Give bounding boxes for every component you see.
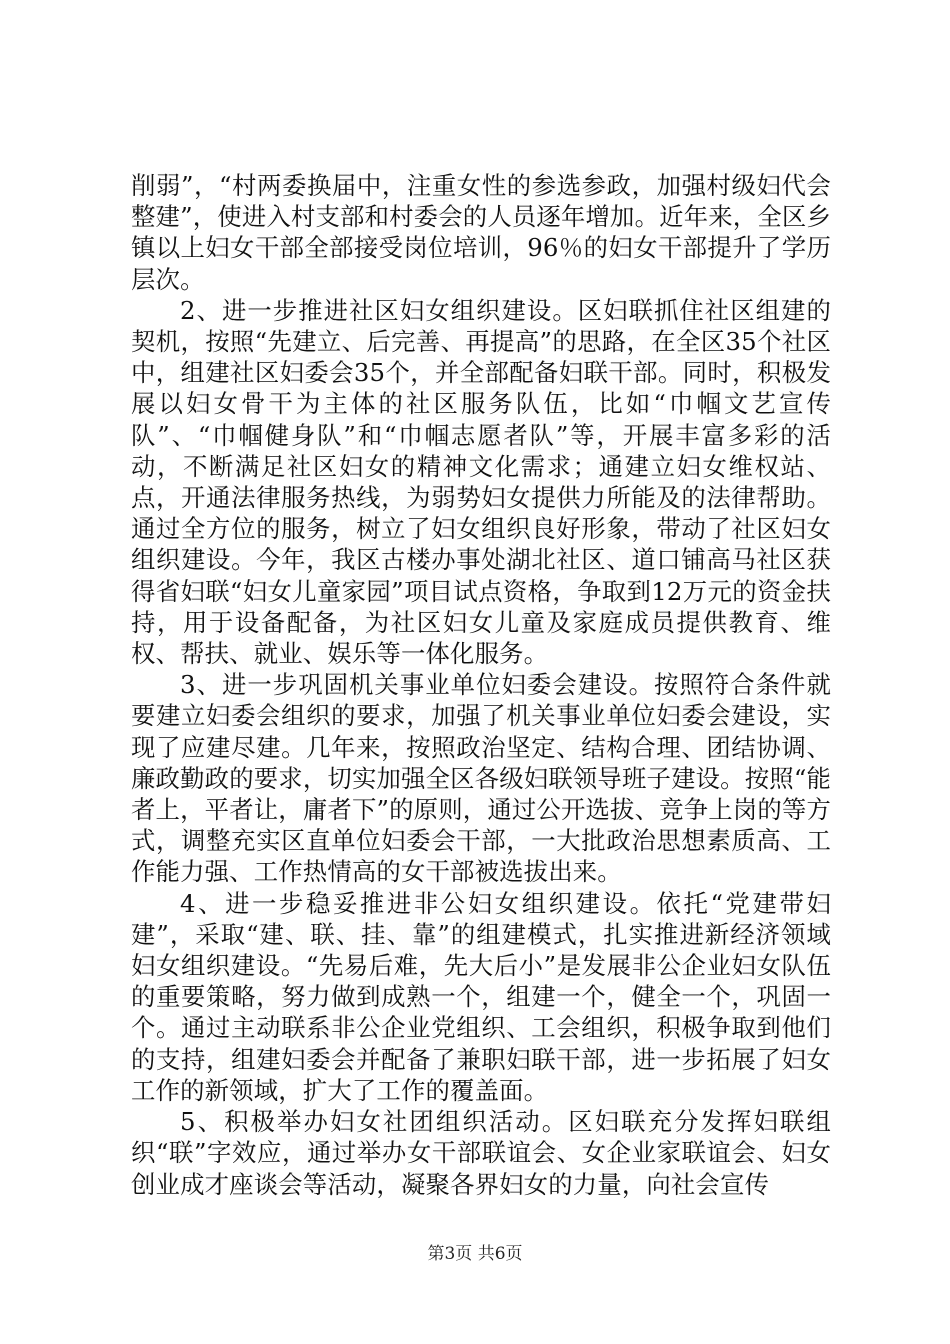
paragraph-non-public-organization: 4、进一步稳妥推进非公妇女组织建设。依托“党建带妇建”，采取“建、联、挂、靠”的组建模式，扎实推进新经济领域妇女组织建设。“先易后难，先大后小”是发展非公企业妇女队伍的重要策略，努力做到成熟一个，组建一个，健全一个，巩固一个。通过主动联系非公企业党组织、工会组织，积极争取到他们的支持，组建妇委会并配备了兼职妇联干部，进一步拓展了妇女工作的新领域，扩大了工作的覆盖面。 (131, 888, 831, 1105)
paragraph-continuation: 削弱”，“村两委换届中，注重女性的参选参政，加强村级妇代会整建”，使进入村支部和村委会的人员逐年增加。近年来，全区乡镇以上妇女干部全部接受岗位培训，96％的妇女干部提升了学历层次。 (131, 171, 831, 294)
document-body (131, 170, 831, 1200)
page-number-footer: 第3页 共6页 (427, 1244, 523, 1264)
paragraph-community-organization: 2、进一步推进社区妇女组织建设。区妇联抓住社区组建的契机，按照“先建立、后完善、再提高”的思路，在全区35个社区中，组建社区妇委会35个，并全部配备妇联干部。同时，积极发展以妇女骨干为主体的社区服务队伍，比如“巾帼文艺宣传队”、“巾帼健身队”和“巾帼志愿者队”等，开展丰富多彩的活动，不断满足社区妇女的精神文化需求；通建立妇女维权站、点，开通法律服务热线，为弱势妇女提供力所能及的法律帮助。通过全方位的服务，树立了妇女组织良好形象，带动了社区妇女组织建设。今年，我区古楼办事处湖北社区、道口铺高马社区获得省妇联“妇女儿童家园”项目试点资格，争取到12万元的资金扶持，用于设备配备，为社区妇女儿童及家庭成员提供教育、维权、帮扶、就业、娱乐等一体化服务。 (131, 295, 831, 669)
paragraph-social-groups: 5、积极举办妇女社团组织活动。区妇联充分发挥妇联组织“联”字效应，通过举办女干部联谊会、女企业家联谊会、妇女创业成才座谈会等活动，凝聚各界妇女的力量，向社会宣传 (131, 1107, 831, 1199)
paragraph-institution-committee: 3、进一步巩固机关事业单位妇委会建设。按照符合条件就要建立妇委会组织的要求，加强了机关事业单位妇委会建设，实现了应建尽建。几年来，按照政治坚定、结构合理、团结协调、廉政勤政的要求，切实加强全区各级妇联领导班子建设。按照“能者上，平者让，庸者下”的原则，通过公开选拔、竞争上岗的等方式，调整充实区直单位妇委会干部，一大批政治思想素质高、工作能力强、工作热情高的女干部被选拔出来。 (131, 670, 831, 887)
